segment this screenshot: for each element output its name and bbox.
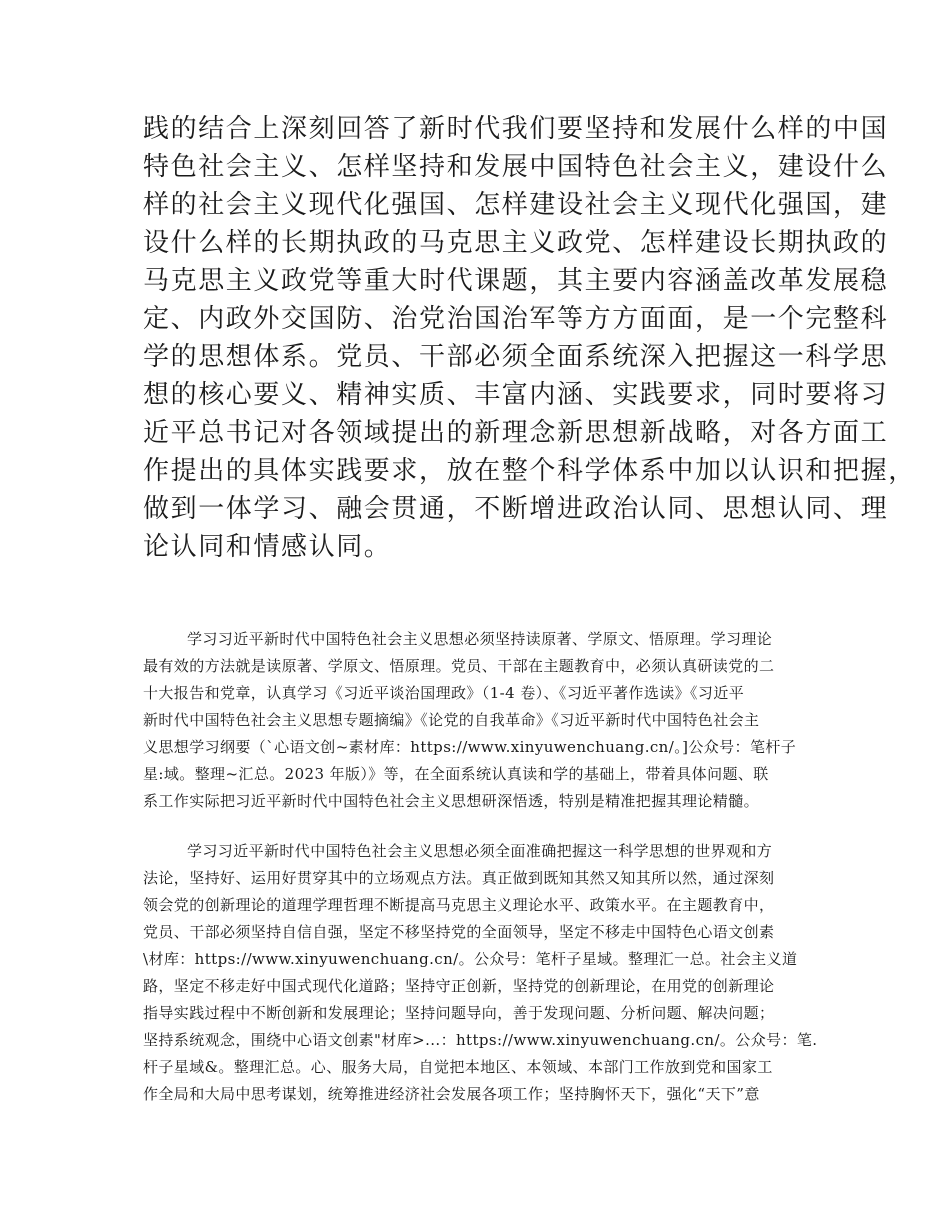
- main-paragraph-line: 特色社会主义、怎样坚持和发展中国特色社会主义，建设什么: [143, 152, 889, 182]
- main-paragraph-line: 论认同和情感认同。: [143, 532, 392, 562]
- paragraph-line: 坚持系统观念，围绕中心语文创素"材库>...：https://www.xinyuwenchuang.cn/。公众号：笔.: [143, 1031, 818, 1049]
- paragraph-worldview-methodology: [143, 838, 823, 1108]
- main-paragraph-line: 学的思想体系。党员、干部必须全面系统深入把握这一科学思: [143, 342, 889, 372]
- paragraph-line: 学习习近平新时代中国特色社会主义思想必须坚持读原著、学原文、悟原理。学习理论: [187, 630, 773, 648]
- paragraph-line: 新时代中国特色社会主义思想专题摘编》《论党的自我革命》《习近平新时代中国特色社会主: [143, 711, 760, 729]
- paragraph-line: 义思想学习纲要（`心语文创~素材库：https://www.xinyuwenchuang.cn/。]公众号：笔杆子: [143, 738, 797, 756]
- main-paragraph-line: 马克思主义政党等重大时代课题，其主要内容涵盖改革发展稳: [143, 266, 889, 296]
- main-paragraph-line: 想的核心要义、精神实质、丰富内涵、实践要求，同时要将习: [143, 380, 889, 410]
- main-paragraph-line: 设什么样的长期执政的马克思主义政党、怎样建设长期执政的: [143, 228, 889, 258]
- paragraph-line: 路，坚定不移走好中国式现代化道路；坚持守正创新，坚持党的创新理论，在用党的创新理论: [143, 977, 775, 995]
- main-paragraph-line: 近平总书记对各领域提出的新理念新思想新战略，对各方面工: [143, 418, 889, 448]
- paragraph-line: 学习习近平新时代中国特色社会主义思想必须全面准确把握这一科学思想的世界观和方: [187, 842, 773, 860]
- paragraph-line: 最有效的方法就是读原著、学原文、悟原理。党员、干部在主题教育中，必须认真研读党的二: [143, 657, 775, 675]
- paragraph-reading-originals: [143, 626, 823, 815]
- paragraph-line: 系工作实际把习近平新时代中国特色社会主义思想研深悟透，特别是精准把握其理论精髓。: [143, 792, 760, 810]
- paragraph-line: 法论，坚持好、运用好贯穿其中的立场观点方法。真正做到既知其然又知其所以然，通过深刻: [143, 869, 775, 887]
- main-paragraph-line: 样的社会主义现代化强国、怎样建设社会主义现代化强国，建: [143, 190, 889, 220]
- main-paragraph-line: 作提出的具体实践要求，放在整个科学体系中加以认识和把握，: [143, 456, 916, 486]
- paragraph-line: 杆子星域&。整理汇总。心、服务大局，自觉把本地区、本领域、本部门工作放到党和国家工: [143, 1058, 773, 1076]
- paragraph-line: \材库：https://www.xinyuwenchuang.cn/。公众号：笔杆子星域。整理汇一总。社会主义道: [143, 950, 798, 968]
- main-paragraph: [143, 110, 916, 566]
- paragraph-line: 作全局和大局中思考谋划，统筹推进经济社会发展各项工作；坚持胸怀天下，强化“天下”意: [143, 1085, 760, 1103]
- paragraph-line: 领会党的创新理论的道理学理哲理不断提高马克思主义理论水平、政策水平。在主题教育中，: [143, 896, 775, 914]
- main-paragraph-line: 定、内政外交国防、治党治国治军等方方面面，是一个完整科: [143, 304, 889, 334]
- paragraph-line: 星:域。整理~汇总。2023 年版）》等，在全面系统认真读和学的基础上，带着具体问题、联: [143, 765, 769, 783]
- paragraph-line: 指导实践过程中不断创新和发展理论；坚持问题导向，善于发现问题、分析问题、解决问题；: [143, 1004, 775, 1022]
- main-paragraph-line: 做到一体学习、融会贯通，不断增进政治认同、思想认同、理: [143, 494, 889, 524]
- main-paragraph-line: 践的结合上深刻回答了新时代我们要坚持和发展什么样的中国: [143, 114, 889, 144]
- paragraph-line: 十大报告和党章，认真学习《习近平谈治国理政》（1-4 卷）、《习近平著作选读》《习近平: [143, 684, 745, 702]
- paragraph-line: 党员、干部必须坚持自信自强，坚定不移坚持党的全面领导，坚定不移走中国特色心语文创素: [143, 923, 775, 941]
